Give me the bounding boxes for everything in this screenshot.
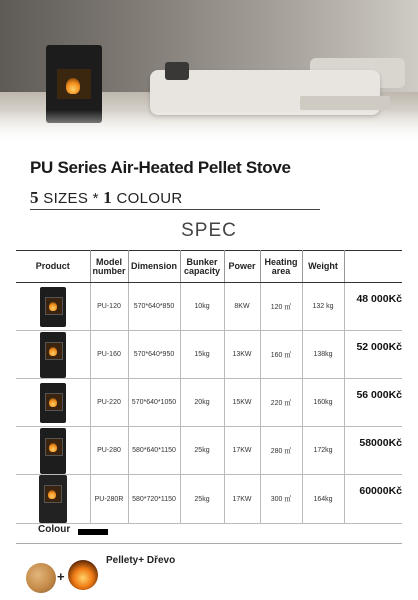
cell-weight: 172kg (302, 427, 344, 475)
colour-swatch-black (78, 529, 108, 535)
plus-sign: + (57, 569, 65, 584)
cell-bunker: 10kg (180, 283, 224, 331)
stove-icon (40, 383, 66, 423)
product-image (16, 475, 90, 524)
stove-icon (40, 332, 66, 378)
hero-pillow (165, 62, 189, 80)
price-label: 58000Kč (359, 437, 402, 449)
colour-text: COLOUR (116, 190, 183, 207)
cell-area: 120 ㎡ (260, 283, 302, 331)
price-label: 60000Kč (359, 485, 402, 497)
price-label: 48 000Kč (356, 293, 402, 305)
cell-model: PU-120 (90, 283, 128, 331)
col-header-model: Model number (90, 251, 128, 283)
fuel-text: Pellety+ Dřevo (106, 555, 176, 566)
spec-table (16, 250, 402, 524)
price-label: 56 000Kč (356, 389, 402, 401)
cell-bunker: 25kg (180, 427, 224, 475)
cell-area: 280 ㎡ (260, 427, 302, 475)
cell-price (344, 331, 402, 379)
sizes-text: SIZES * (43, 190, 99, 207)
cell-model: PU-220 (90, 379, 128, 427)
cell-bunker: 15kg (180, 331, 224, 379)
cell-weight: 164kg (302, 475, 344, 524)
cell-area: 220 ㎡ (260, 379, 302, 427)
product-image (16, 283, 90, 331)
cell-model: PU-160 (90, 331, 128, 379)
stove-icon (39, 475, 67, 523)
cell-dimension: 570*640*950 (128, 331, 180, 379)
col-header-power: Power (224, 251, 260, 283)
table-row (16, 331, 402, 379)
stove-icon (40, 428, 66, 474)
cell-dimension: 580*640*1150 (128, 427, 180, 475)
cell-price (344, 475, 402, 524)
hero-fade (0, 110, 418, 143)
cell-power: 15KW (224, 379, 260, 427)
product-image (16, 331, 90, 379)
cell-weight: 132 kg (302, 283, 344, 331)
hero-image (0, 0, 418, 143)
cell-power: 17KW (224, 475, 260, 524)
col-header-area: Heating area (260, 251, 302, 283)
col-header-dimension: Dimension (128, 251, 180, 283)
hero-stove-flame (66, 78, 80, 94)
product-image (16, 427, 90, 475)
stove-icon (40, 287, 66, 327)
table-row (16, 427, 402, 475)
cell-price (344, 427, 402, 475)
col-header-product: Product (16, 251, 90, 283)
cell-dimension: 570*640*850 (128, 283, 180, 331)
divider (16, 543, 402, 544)
price-label: 52 000Kč (356, 341, 402, 353)
cell-dimension: 570*640*1050 (128, 379, 180, 427)
cell-price (344, 283, 402, 331)
cell-price (344, 379, 402, 427)
hero-coffee-table (300, 96, 390, 110)
cell-model: PU-280 (90, 427, 128, 475)
colour-label: Colour (38, 524, 71, 535)
pellet-icon (26, 563, 56, 593)
sizes-colour-line (30, 188, 182, 208)
cell-weight: 138kg (302, 331, 344, 379)
cell-power: 17KW (224, 427, 260, 475)
table-row (16, 379, 402, 427)
col-header-weight: Weight (302, 251, 344, 283)
cell-area: 160 ㎡ (260, 331, 302, 379)
cell-model: PU-280R (90, 475, 128, 524)
colour-count: 1 (103, 188, 113, 207)
cell-bunker: 25kg (180, 475, 224, 524)
table-header-row (16, 251, 402, 283)
divider (30, 209, 320, 210)
cell-area: 300 ㎡ (260, 475, 302, 524)
cell-weight: 160kg (302, 379, 344, 427)
cell-dimension: 580*720*1150 (128, 475, 180, 524)
sizes-count: 5 (30, 188, 39, 207)
col-header-bunker: Bunker capacity (180, 251, 224, 283)
spec-table-wrap (16, 250, 418, 524)
spec-heading: SPEC (181, 220, 237, 241)
page-title: PU Series Air-Heated Pellet Stove (30, 158, 291, 177)
fire-icon (68, 560, 98, 590)
table-row (16, 283, 402, 331)
table-row (16, 475, 402, 524)
cell-bunker: 20kg (180, 379, 224, 427)
cell-power: 13KW (224, 331, 260, 379)
cell-power: 8KW (224, 283, 260, 331)
product-image (16, 379, 90, 427)
col-header-price (344, 251, 402, 283)
